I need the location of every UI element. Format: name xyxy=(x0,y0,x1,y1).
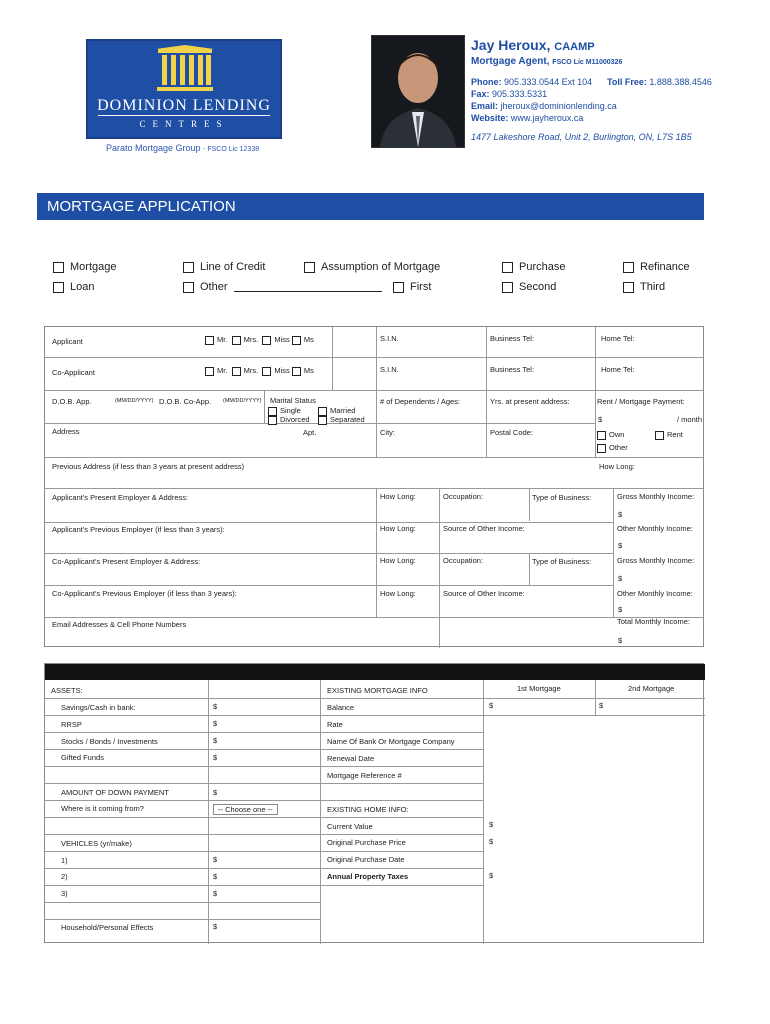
marital-separated[interactable]: Separated xyxy=(318,415,365,425)
coapp-employer-label: Co-Applicant's Present Employer & Address: xyxy=(52,557,201,566)
down-payment-label: AMOUNT OF DOWN PAYMENT xyxy=(61,788,169,797)
orig-date-label: Original Purchase Date xyxy=(327,855,405,864)
rent-option[interactable]: Rent xyxy=(655,430,683,440)
vehicle-1: 1) xyxy=(61,856,68,865)
sin-label: S.I.N. xyxy=(380,334,399,343)
checkbox-icon[interactable] xyxy=(183,282,194,293)
total-income-label: Total Monthly Income: xyxy=(617,617,690,626)
parato-label: Parato Mortgage Group - FSCO Lic 12338 xyxy=(106,143,260,153)
savings-label: Savings/Cash in bank: xyxy=(61,703,136,712)
other-income-1: Other Monthly Income: xyxy=(617,524,693,533)
applicant-label: Applicant xyxy=(52,337,83,346)
renewal-label: Renewal Date xyxy=(327,754,375,763)
gross-income-1: Gross Monthly Income: xyxy=(617,492,695,501)
dependents-label: # of Dependents / Ages: xyxy=(380,397,461,406)
coapp-prev-employer-label: Co-Applicant's Previous Employer (if less than 3 years): xyxy=(52,589,237,598)
website-line[interactable]: Website: www.jayheroux.ca xyxy=(471,113,584,123)
stocks-dollar[interactable]: $ xyxy=(213,736,218,745)
marital-divorced[interactable]: Divorced xyxy=(268,415,310,425)
building-icon xyxy=(154,45,216,93)
marital-single[interactable]: Single xyxy=(268,406,301,416)
option-assumption[interactable]: Assumption of Mortgage xyxy=(304,261,440,273)
balance-label: Balance xyxy=(327,703,355,712)
type-business-1: Type of Business: xyxy=(532,493,592,502)
household-dollar[interactable]: $ xyxy=(213,922,218,931)
dob-app-label: D.O.B. App. xyxy=(52,397,92,406)
how-long-2: How Long: xyxy=(380,524,416,533)
yrs-address-label: Yrs. at present address: xyxy=(490,397,570,406)
current-value-label: Current Value xyxy=(327,822,373,831)
option-purchase[interactable]: Purchase xyxy=(502,261,565,273)
agent-title: Mortgage Agent, FSCO Lic M11000326 xyxy=(471,56,623,67)
checkbox-icon[interactable] xyxy=(502,282,513,293)
source-other-1: Source of Other Income: xyxy=(443,524,525,533)
agent-photo xyxy=(371,35,465,148)
dominion-lending-logo xyxy=(86,39,282,139)
option-mortgage[interactable]: Mortgage xyxy=(53,261,116,273)
stocks-label: Stocks / Bonds / Investments xyxy=(61,737,158,746)
source-other-2: Source of Other Income: xyxy=(443,589,525,598)
how-long-4: How Long: xyxy=(380,589,416,598)
postal-label: Postal Code: xyxy=(490,428,533,437)
checkbox-icon[interactable] xyxy=(304,262,315,273)
dollar-2: $ xyxy=(618,541,623,550)
gross-income-2: Gross Monthly Income: xyxy=(617,556,695,565)
balance-second-dollar[interactable]: $ xyxy=(599,701,604,710)
checkbox-icon[interactable] xyxy=(623,282,634,293)
taxes-label: Annual Property Taxes xyxy=(327,872,409,881)
co-sin-label: S.I.N. xyxy=(380,365,399,374)
dob-coapp-label: D.O.B. Co-App. xyxy=(159,397,212,406)
applicant-form xyxy=(44,326,704,647)
rrsp-label: RRSP xyxy=(61,720,82,729)
checkbox-icon[interactable] xyxy=(623,262,634,273)
orig-price-label: Original Purchase Price xyxy=(327,838,406,847)
fax-line: Fax: 905.333.5331 xyxy=(471,89,548,99)
rent-dollar: $ xyxy=(598,415,603,424)
address-label: Address xyxy=(52,427,80,436)
down-payment-dollar[interactable]: $ xyxy=(213,788,218,797)
co-applicant-label: Co-Applicant xyxy=(52,368,95,377)
dollar-4: $ xyxy=(618,605,623,614)
rrsp-dollar[interactable]: $ xyxy=(213,719,218,728)
option-first[interactable]: First xyxy=(393,281,431,293)
app-prev-employer-label: Applicant's Previous Employer (if less than 3 years): xyxy=(52,525,225,534)
orig-price-dollar[interactable]: $ xyxy=(489,837,494,846)
city-label: City: xyxy=(380,428,395,437)
option-refinance[interactable]: Refinance xyxy=(623,261,690,273)
checkbox-icon[interactable] xyxy=(53,262,64,273)
taxes-dollar[interactable]: $ xyxy=(489,871,494,880)
option-loan[interactable]: Loan xyxy=(53,281,94,293)
own-option[interactable]: Own xyxy=(597,430,624,440)
agent-name: Jay Heroux, CAAMP xyxy=(471,37,595,53)
balance-first-dollar[interactable]: $ xyxy=(489,701,494,710)
where-from-label: Where is it coming from? xyxy=(61,804,144,813)
per-month: / month xyxy=(677,415,703,424)
prev-address-label: Previous Address (if less than 3 years at present address) xyxy=(52,462,245,471)
marital-married[interactable]: Married xyxy=(318,406,355,416)
how-long-3: How Long: xyxy=(380,556,416,565)
co-applicant-title-options[interactable]: Mr. Mrs. Miss Ms xyxy=(205,366,314,376)
checkbox-icon[interactable] xyxy=(393,282,404,293)
checkbox-icon[interactable] xyxy=(53,282,64,293)
gifted-dollar[interactable]: $ xyxy=(213,753,218,762)
vehicle-3: 3) xyxy=(61,889,68,898)
page-title: MORTGAGE APPLICATION xyxy=(37,193,704,220)
app-employer-label: Applicant's Present Employer & Address: xyxy=(52,493,189,502)
dollar-5: $ xyxy=(618,636,623,645)
checkbox-icon[interactable] xyxy=(502,262,513,273)
email-line[interactable]: Email: jheroux@dominionlending.ca xyxy=(471,101,617,111)
dollar-3: $ xyxy=(618,574,623,583)
dollar-1: $ xyxy=(618,510,623,519)
option-line-of-credit[interactable]: Line of Credit xyxy=(183,261,265,273)
table-header-bar xyxy=(45,664,705,680)
existing-home-label: EXISTING HOME INFO: xyxy=(327,805,409,814)
email-cell-label: Email Addresses & Cell Phone Numbers xyxy=(52,620,187,629)
logo-brand: DOMINION LENDING xyxy=(97,97,271,114)
vehicles-label: VEHICLES (yr/make) xyxy=(61,839,132,848)
second-mortgage-header: 2nd Mortgage xyxy=(628,684,675,693)
where-from-select[interactable]: -- Choose one -- xyxy=(213,804,278,815)
assets-table xyxy=(44,663,704,943)
vehicle-2: 2) xyxy=(61,872,68,881)
gifted-label: Gifted Funds xyxy=(61,753,104,762)
checkbox-icon[interactable] xyxy=(183,262,194,273)
occupation-1: Occupation: xyxy=(443,492,484,501)
home-tel-label: Home Tel: xyxy=(601,334,635,343)
co-business-tel-label: Business Tel: xyxy=(490,365,535,374)
option-second[interactable]: Second xyxy=(502,281,556,293)
apt-label: Apt. xyxy=(303,428,317,437)
other-income-2: Other Monthly Income: xyxy=(617,589,693,598)
marital-status-label: Marital Status xyxy=(270,396,316,405)
dob-format-2: (MM/DD/YYYY) xyxy=(223,398,262,404)
assets-label: ASSETS: xyxy=(51,686,83,695)
dob-format-1: (MM/DD/YYYY) xyxy=(115,398,154,404)
bank-name-label: Name Of Bank Or Mortgage Company xyxy=(327,737,455,746)
savings-dollar[interactable]: $ xyxy=(213,702,218,711)
first-mortgage-header: 1st Mortgage xyxy=(517,684,561,693)
vehicle-3-dollar[interactable]: $ xyxy=(213,889,218,898)
phone-line: Phone: 905.333.0544 Ext 104 xyxy=(471,77,593,87)
type-business-2: Type of Business: xyxy=(532,557,592,566)
co-home-tel-label: Home Tel: xyxy=(601,365,635,374)
vehicle-1-dollar[interactable]: $ xyxy=(213,855,218,864)
reference-label: Mortgage Reference # xyxy=(327,771,402,780)
other-input[interactable] xyxy=(234,283,382,292)
applicant-title-options[interactable]: Mr. Mrs. Miss Ms xyxy=(205,335,314,345)
office-address: 1477 Lakeshore Road, Unit 2, Burlington, ON, L7S 1B5 xyxy=(471,132,692,142)
prev-how-long-label: How Long: xyxy=(599,462,635,471)
other-residence-option[interactable]: Other xyxy=(597,443,628,453)
rent-payment-label: Rent / Mortgage Payment: xyxy=(597,397,685,406)
occupation-2: Occupation: xyxy=(443,556,484,565)
option-third[interactable]: Third xyxy=(623,281,665,293)
business-tel-label: Business Tel: xyxy=(490,334,535,343)
existing-mortgage-label: EXISTING MORTGAGE INFO xyxy=(327,686,428,695)
rate-label: Rate xyxy=(327,720,343,729)
option-other[interactable]: Other xyxy=(183,281,382,293)
how-long-1: How Long: xyxy=(380,492,416,501)
vehicle-2-dollar[interactable]: $ xyxy=(213,872,218,881)
logo-centres: CENTRES xyxy=(98,115,270,129)
household-label: Household/Personal Effects xyxy=(61,923,154,932)
tollfree-line: Toll Free: 1.888.388.4546 xyxy=(607,77,712,87)
current-value-dollar[interactable]: $ xyxy=(489,820,494,829)
